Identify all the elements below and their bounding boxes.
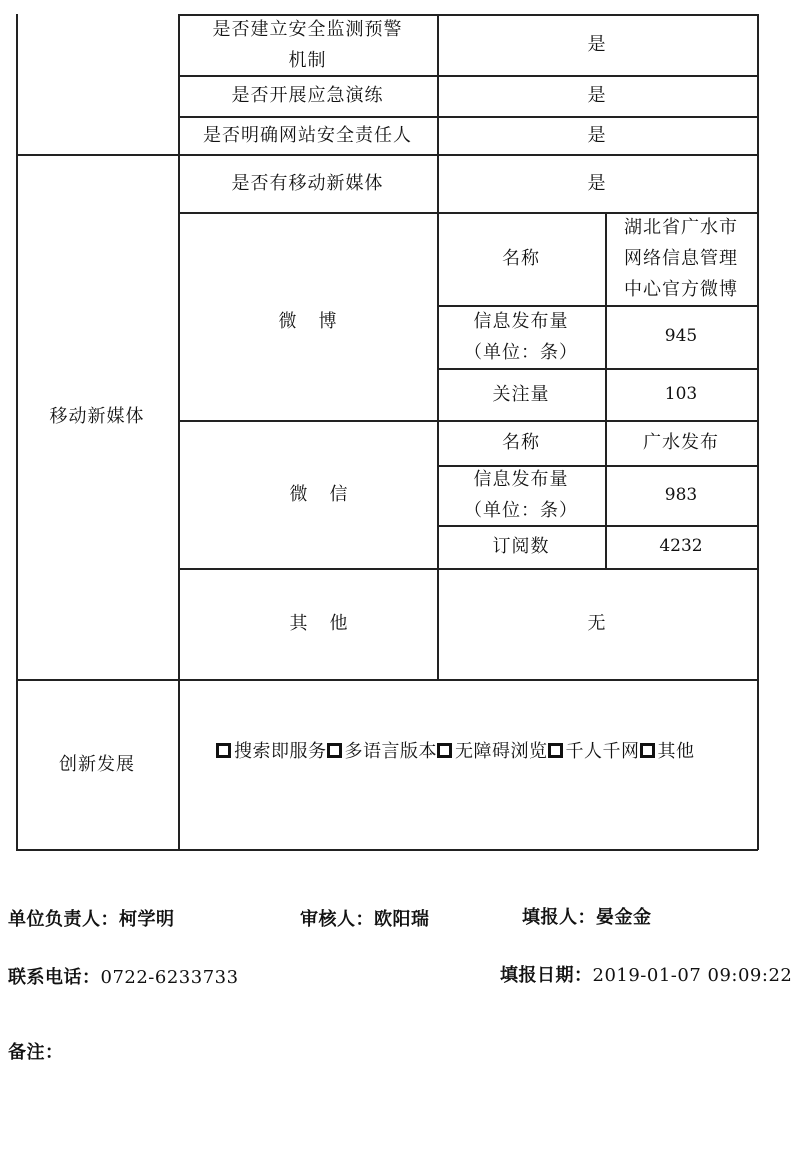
checkbox-other[interactable] (640, 743, 655, 758)
wechat-subscribers-value: 4232 (659, 536, 703, 556)
option-personalized: 千人千网 (565, 741, 640, 762)
innovation-section-label: 创新发展 (59, 753, 135, 775)
option-other: 其他 (657, 741, 695, 762)
weibo-posts-label (437, 305, 605, 368)
security-drill-value: 是 (587, 85, 607, 106)
weibo-followers-value: 103 (664, 383, 698, 404)
has-new-media-value: 是 (587, 172, 607, 194)
reviewer-value: 欧阳瑞 (374, 909, 430, 930)
rule (757, 14, 759, 850)
date-value: 2019-01-07 09:09:22 (592, 965, 793, 986)
weibo-name-line2: 网络信息管理 (624, 248, 738, 269)
date-label: 填报日期： (500, 965, 593, 986)
innovation-options (216, 733, 776, 767)
filler (522, 903, 652, 929)
security-monitoring-label-line2: 机制 (288, 49, 327, 71)
option-search-service: 搜索即服务 (234, 741, 327, 762)
reviewer-label: 审核人： (300, 909, 374, 930)
checkbox-search-service[interactable] (216, 743, 231, 758)
weibo-name-line1: 湖北省广水市 (624, 217, 738, 238)
option-accessibility: 无障碍浏览 (455, 741, 548, 762)
phone-label: 联系电话： (8, 967, 101, 988)
checkbox-multilingual[interactable] (327, 743, 342, 758)
unit-head-value: 柯学明 (119, 909, 175, 930)
weibo-posts-value: 945 (664, 326, 698, 346)
weibo-label: 微博 (278, 311, 359, 332)
wechat-posts-label (437, 465, 605, 525)
wechat-posts-value: 983 (664, 484, 698, 505)
reviewer (300, 905, 430, 931)
weibo-followers-label: 关注量 (492, 383, 550, 405)
checkbox-accessibility[interactable] (437, 743, 452, 758)
has-new-media-label: 是否有移动新媒体 (231, 172, 384, 194)
contact-phone (8, 963, 239, 989)
weibo-posts-label-line1: 信息发布量 (473, 310, 569, 332)
unit-head-label: 单位负责人： (8, 909, 119, 930)
unit-head (8, 905, 175, 931)
security-monitoring-value: 是 (587, 34, 607, 55)
wechat-subscribers-label: 订阅数 (492, 536, 550, 557)
weibo-name-value (605, 212, 757, 305)
wechat-posts-label-line1: 信息发布量 (473, 469, 569, 490)
wechat-name-value: 广水发布 (643, 432, 719, 453)
filler-label: 填报人： (522, 907, 596, 928)
weibo-posts-label-line2: （单位：条） (464, 341, 578, 363)
security-monitoring-label-line1: 是否建立安全监测预警 (212, 18, 403, 40)
remark (8, 1038, 64, 1064)
phone-value: 0722-6233733 (100, 967, 239, 988)
checkbox-personalized[interactable] (548, 743, 563, 758)
weibo-name-line3: 中心官方微博 (624, 279, 738, 300)
other-media-label: 其他 (289, 613, 370, 634)
wechat-posts-label-line2: （单位：条） (464, 500, 578, 521)
wechat-label: 微信 (289, 483, 370, 505)
remark-label: 备注： (8, 1042, 64, 1063)
option-multilingual: 多语言版本 (344, 741, 437, 762)
security-responsible-value: 是 (587, 124, 607, 146)
wechat-name-label: 名称 (502, 432, 540, 453)
security-monitoring-label (178, 14, 437, 75)
fill-date (500, 961, 792, 987)
weibo-name-label: 名称 (502, 248, 540, 269)
filler-value: 晏金金 (596, 907, 652, 928)
new-media-section-label: 移动新媒体 (49, 406, 145, 427)
rule (16, 849, 758, 851)
security-responsible-label: 是否明确网站安全责任人 (203, 124, 412, 146)
security-drill-label: 是否开展应急演练 (231, 85, 384, 106)
other-media-value: 无 (587, 613, 607, 634)
